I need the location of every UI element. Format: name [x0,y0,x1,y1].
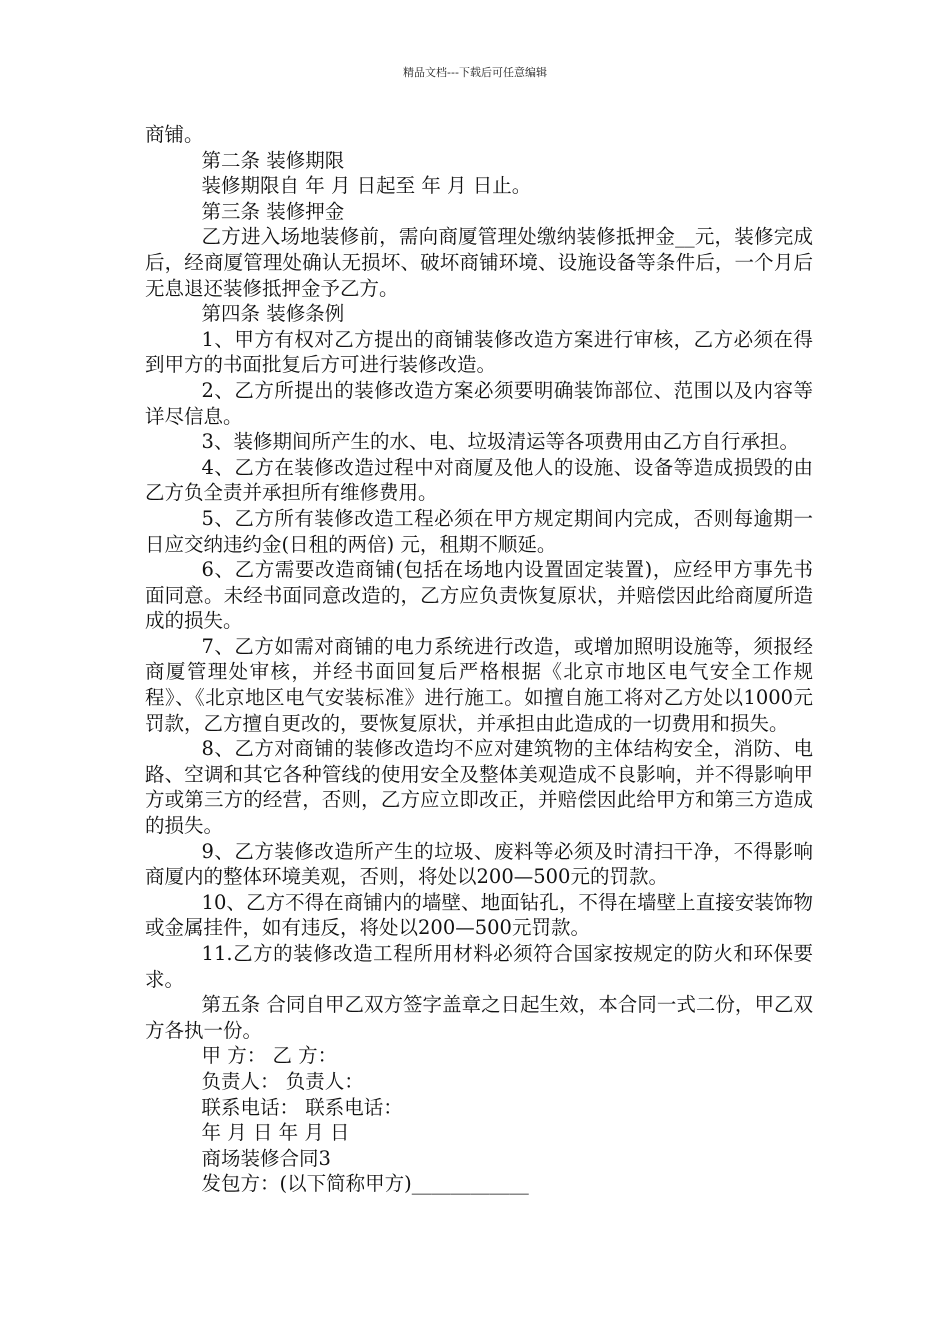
paragraph: 第三条 装修押金 [201,199,345,223]
paragraph: 6、乙方需要改造商铺(包括在场地内设置固定装置)，应经甲方事先书面同意。未经书面同意改造的，乙方应负责恢复原状，并赔偿因此给商厦所造成的损失。 [145,558,813,633]
paragraph: 10、乙方不得在商铺内的墙壁、地面钻孔，不得在墙壁上直接安装饰物或金属挂件，如有违反，将处以200—500元罚款。 [145,890,813,940]
paragraph: 负责人： 负责人： [201,1069,364,1093]
paragraph: 第四条 装修条例 [201,302,345,326]
paragraph: 甲 方： 乙 方： [201,1044,338,1068]
page-header: 精品文档---下载后可任意编辑 [403,66,547,79]
paragraph: 发包方：(以下简称甲方)____________ [201,1172,529,1196]
paragraph: 1、甲方有权对乙方提出的商铺装修改造方案进行审核，乙方必须在得到甲方的书面批复后方可进行装修改造。 [145,327,813,377]
paragraph: 联系电话： 联系电话： [201,1095,403,1119]
paragraph: 商场装修合同3 [201,1146,331,1170]
document-body [145,122,813,1197]
paragraph: 5、乙方所有装修改造工程必须在甲方规定期间内完成，否则每逾期一日应交纳违约金(日租的两倍) 元，租期不顺延。 [145,506,813,556]
paragraph: 第五条 合同自甲乙双方签字盖章之日起生效，本合同一式二份，甲乙双方各执一份。 [145,993,813,1042]
paragraph: 9、乙方装修改造所产生的垃圾、废料等必须及时清扫干净，不得影响商厦内的整体环境美观，否则，将处以200—500元的罚款。 [145,839,813,889]
paragraph: 2、乙方所提出的装修改造方案必须要明确装饰部位、范围以及内容等详尽信息。 [145,378,813,428]
paragraph: 3、装修期间所产生的水、电、垃圾清运等各项费用由乙方自行承担。 [201,430,799,454]
paragraph: 4、乙方在装修改造过程中对商厦及他人的设施、设备等造成损毁的由乙方负全责并承担所有维修费用。 [145,455,813,505]
paragraph: 第二条 装修期限 [201,148,345,172]
paragraph: 11.乙方的装修改造工程所用材料必须符合国家按规定的防火和环保要求。 [145,942,813,991]
paragraph: 7、乙方如需对商铺的电力系统进行改造，或增加照明设施等，须报经商厦管理处审核，并经书面回复后严格根据《北京市地区电气安全工作规程》、《北京地区电气安装标准》进行施工。如擅自施工将对乙方处以1000元罚款，乙方擅自更改的，要恢复原状，并承担由此造成的一切费用和损失。 [145,634,813,735]
paragraph: 乙方进入场地装修前，需向商厦管理处缴纳装修抵押金__元，装修完成后，经商厦管理处确认无损坏、破坏商铺环境、设施设备等条件后，一个月后无息退还装修抵押金予乙方。 [145,225,813,300]
paragraph: 年 月 日 年 月 日 [201,1121,350,1145]
paragraph: 装修期限自 年 月 日起至 年 月 日止。 [201,174,532,198]
paragraph: 商铺。 [145,123,204,146]
paragraph: 8、乙方对商铺的装修改造均不应对建筑物的主体结构安全，消防、电路、空调和其它各种管线的使用安全及整体美观造成不良影响，并不得影响甲方或第三方的经营，否则，乙方应立即改正，并赔偿因此给甲方和第三方造成的损失。 [145,737,813,838]
